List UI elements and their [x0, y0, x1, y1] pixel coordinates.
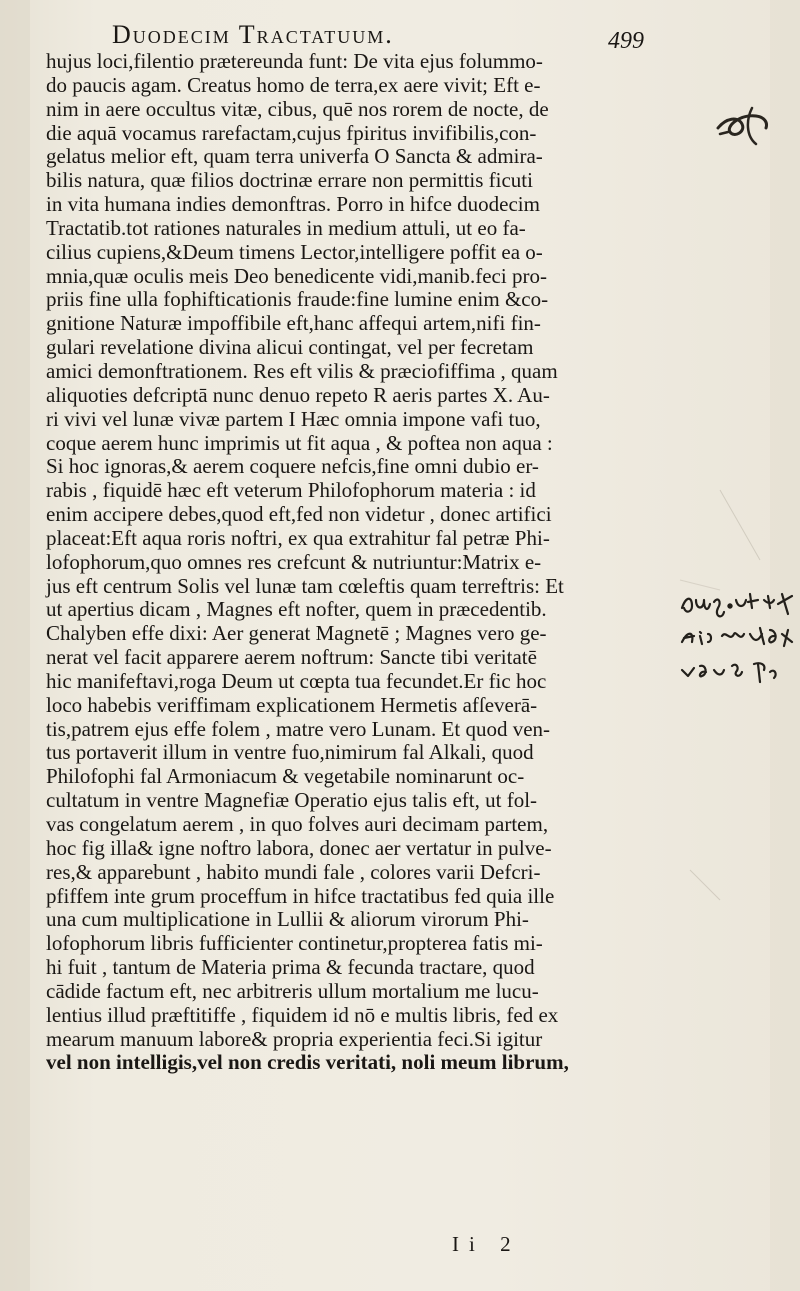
- text-line: vas congelatum aerem , in quo folves auri decimam partem,: [46, 812, 549, 836]
- text-line: enim accipere debes,quod eft,fed non videtur , donec artifici: [46, 502, 552, 527]
- text-line: nim in aere occultus vitæ, cibus, quē nos rorem de nocte, de: [46, 96, 549, 121]
- handwritten-marginal-note: [678, 590, 796, 710]
- text-line: gelatus melior eft, quam terra univerfa O Sancta & admira-: [46, 144, 543, 169]
- text-line: Chalyben effe dixi: Aer generat Magnetē ; Magnes vero ge-: [46, 621, 547, 646]
- text-line: aliquoties defcriptā nunc denuo repeto R aeris partes X. Au-: [46, 382, 550, 407]
- text-line: hujus loci,filentio prætereunda funt: De vita ejus folummo-: [46, 49, 543, 73]
- text-line: pfiffem inte grum proceffum in hifce tractatibus fed quia ille: [46, 883, 555, 908]
- text-line: jus eft centrum Solis vel lunæ tam cœleftis quam terreftris: Et: [46, 573, 564, 598]
- text-line: in vita humana indies demonftras. Porro in hifce duodecim: [46, 192, 540, 217]
- text-line: rabis , fiquidē hæc eft veterum Philofophorum materia : id: [46, 478, 536, 503]
- text-line: coque aerem hunc imprimis ut fit aqua , & poftea non aqua :: [46, 430, 553, 455]
- text-line: ri vivi vel lunæ vivæ partem I Hæc omnia impone vafi tuo,: [46, 406, 541, 431]
- text-line: bilis natura, quæ filios doctrinæ errare non permittis ficuti: [46, 168, 533, 193]
- text-line: vel non intelligis,vel non credis veritati, noli meum librum,: [46, 1050, 569, 1075]
- text-line: amici demonftrationem. Res eft vilis & præciofiffima , quam: [46, 358, 558, 383]
- text-line: hi fuit , tantum de Materia prima & fecunda tractare, quod: [46, 955, 535, 980]
- text-line: mearum manuum labore& propria experientia feci.Si igitur: [46, 1026, 543, 1051]
- text-line: cultatum in ventre Magnefiæ Operatio ejus talis eft, ut fol-: [46, 788, 538, 813]
- text-line: loco habebis veriffimam explicationem Hermetis afſeverā-: [46, 692, 538, 717]
- text-line: placeat:Eft aqua roris noftri, ex qua extrahitur fal petræ Phi-: [46, 525, 550, 550]
- text-line: cādide factum eft, nec arbitreris ullum mortalium me lucu-: [46, 978, 539, 1003]
- text-line: nerat vel facit apparere aerem noftrum: Sancte tibi veritatē: [46, 645, 537, 670]
- text-line: Tractatib.tot rationes naturales in medium attuli, ut eo fa-: [46, 215, 526, 240]
- body-text: [46, 50, 662, 1075]
- text-line: priis fine ulla fophifticationis fraude:fine lumine enim &co-: [46, 287, 549, 312]
- text-line: die aquā vocamus rarefactam,cujus fpiritus invifibilis,con-: [46, 120, 537, 145]
- text-line: lofophorum,quo omnes res crefcunt & nutriuntur:Matrix e-: [46, 549, 542, 574]
- text-line: Philofophi fal Armoniacum & vegetabile nominarunt oc-: [46, 764, 525, 789]
- page-number: 499: [608, 28, 644, 54]
- text-line: lofophorum libris fufficienter continetur,propterea fatis mi-: [46, 931, 543, 956]
- text-line: mnia,quæ oculis meis Deo benedicente vidi,manib.feci pro-: [46, 263, 547, 288]
- text-line: tus portaverit illum in ventre fuo,nimirum fal Alkali, quod: [46, 740, 534, 765]
- text-line: hoc fig illa& igne noftro labora, donec aer vertatur in pulve-: [46, 835, 552, 860]
- text-line: gnitione Naturæ impoffibile eft,hanc affequi artem,nifi fin-: [46, 311, 541, 336]
- text-line: res,& apparebunt , habito mundi fale , colores varii Defcri-: [46, 859, 541, 884]
- running-title: Duodecim Tractatuum.: [112, 20, 394, 49]
- text-line: hic manifeftavi,roga Deum ut cœpta tua fecundet.Er fic hoc: [46, 668, 547, 693]
- text-line: ut apertius dicam , Magnes eft nofter, quem in præcedentib.: [46, 597, 547, 622]
- handwritten-flourish-icon: [712, 98, 774, 158]
- text-line: do paucis agam. Creatus homo de terra,ex aere vivit; Eft e-: [46, 72, 541, 97]
- running-head: [112, 20, 644, 54]
- text-line: cilius cupiens,&Deum timens Lector,intelligere poffit ea o-: [46, 239, 543, 264]
- text-line: tis,patrem ejus effe folem , matre vero Lunam. Et quod ven-: [46, 716, 551, 741]
- text-line: gulari revelatione divina alicui contingat, vel per fecretam: [46, 335, 534, 360]
- signature-mark: Ii 2: [452, 1232, 521, 1256]
- text-line: una cum multiplicatione in Lullii & aliorum virorum Phi-: [46, 907, 529, 932]
- text-line: Si hoc ignoras,& aerem coquere nefcis,fine omni dubio er-: [46, 454, 539, 479]
- text-line: lentius illud præftitiffe , fiquidem id nō e multis libris, fed ex: [46, 1002, 559, 1027]
